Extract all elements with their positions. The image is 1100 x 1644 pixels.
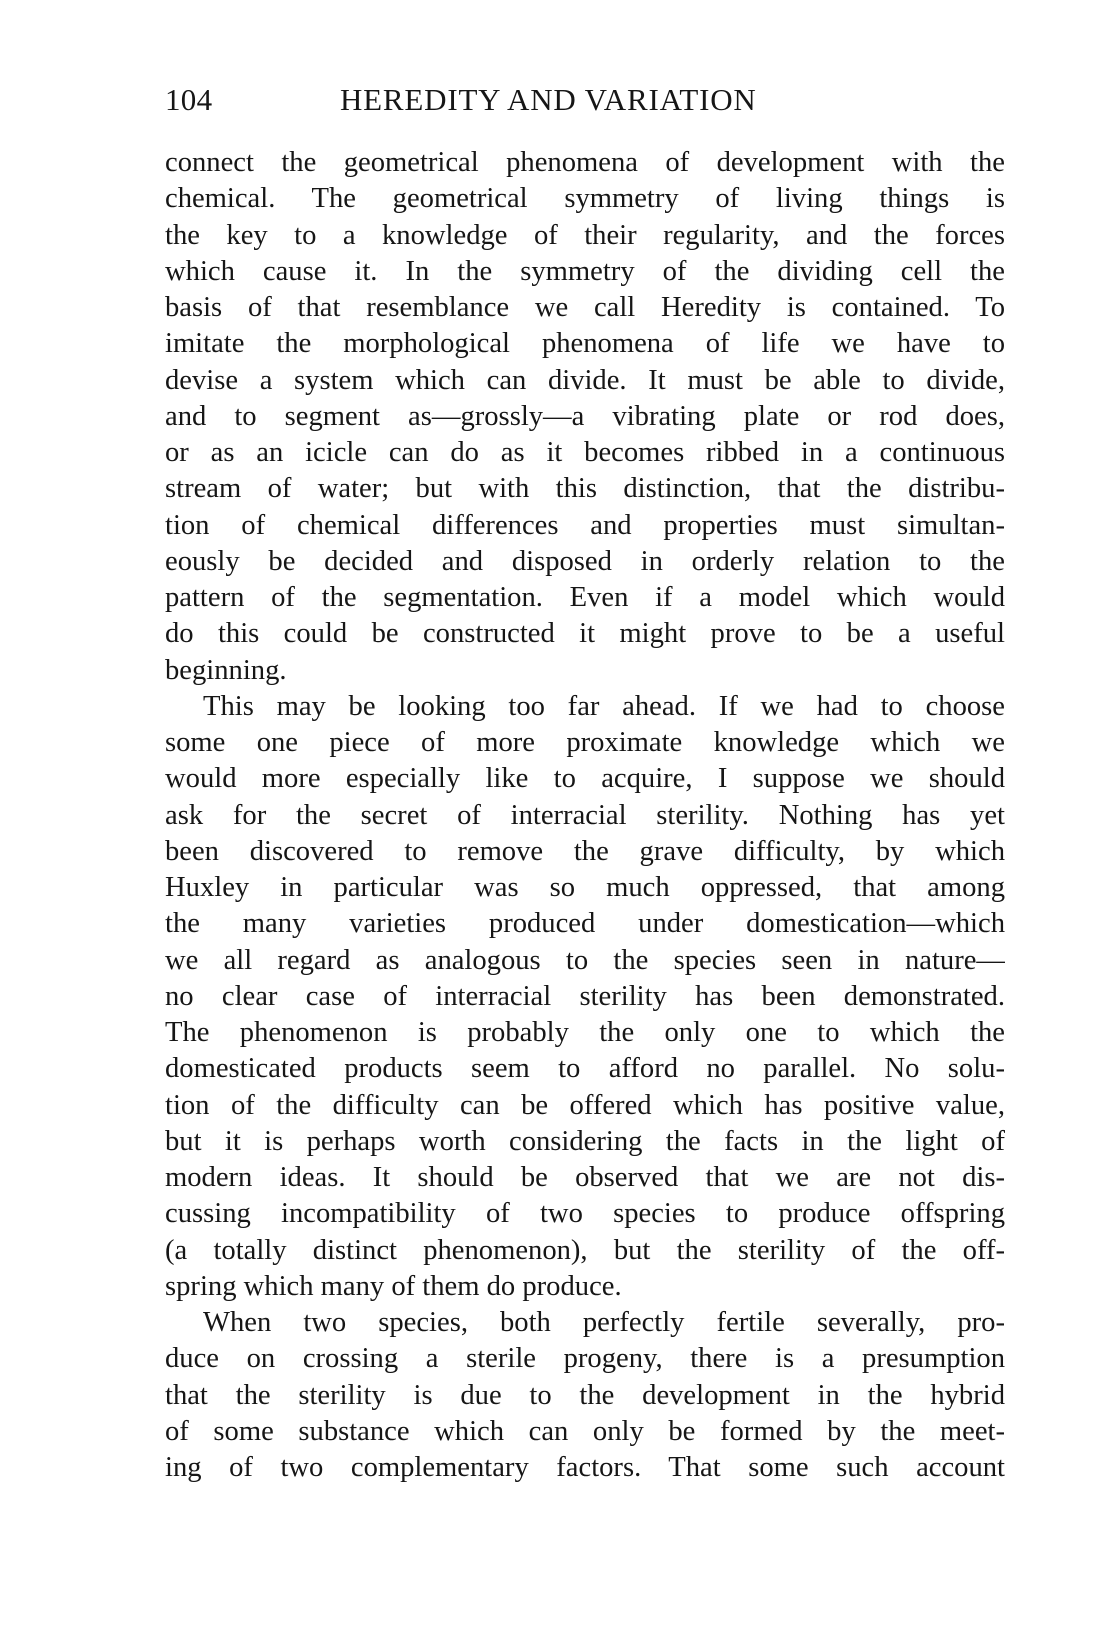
text-line: (a totally distinct phenomenon), but the sterility of the off- [165, 1234, 1005, 1266]
text-line: pattern of the segmentation. Even if a model which would [165, 582, 1005, 613]
paragraph-2 [165, 689, 1005, 1305]
text-line: that the sterility is due to the development in the hybrid [165, 1379, 1005, 1411]
body-text [165, 145, 1005, 1486]
text-line: no clear case of interracial sterility has been demonstrated. [165, 980, 1005, 1012]
text-line: ask for the secret of interracial sterility. Nothing has yet [165, 799, 1005, 831]
text-line: connect the geometrical phenomena of development with the [165, 147, 1005, 178]
text-line: of some substance which can only be formed by the meet- [165, 1415, 1005, 1447]
text-line: spring which many of them do produce. [165, 1270, 622, 1302]
text-line: chemical. The geometrical symmetry of living things is [165, 183, 1005, 215]
text-line: Huxley in particular was so much oppressed, that among [165, 872, 1005, 903]
text-line: we all regard as analogous to the species seen in nature— [165, 944, 1005, 976]
paragraph-3 [165, 1305, 1005, 1486]
text-line: cussing incompatibility of two species to produce offspring [165, 1198, 1005, 1230]
text-line: tion of the difficulty can be offered which has positive value, [165, 1089, 1005, 1121]
text-line: or as an icicle can do as it becomes ribbed in a continuous [165, 437, 1005, 468]
text-line: This may be looking too far ahead. If we had to choose [203, 690, 1005, 722]
text-line: imitate the morphological phenomena of life we have to [165, 328, 1005, 360]
text-line: some one piece of more proximate knowledge which we [165, 727, 1005, 758]
running-head [165, 78, 1010, 122]
page-number: 104 [165, 82, 213, 117]
text-line: duce on crossing a sterile progeny, there is a presumption [165, 1343, 1005, 1375]
running-title: HEREDITY AND VARIATION [340, 82, 757, 117]
text-line: which cause it. In the symmetry of the dividing cell the [165, 255, 1005, 287]
text-line: domesticated products seem to afford no parallel. No solu- [165, 1053, 1005, 1085]
text-line: beginning. [165, 654, 287, 686]
text-line: would more especially like to acquire, I suppose we should [165, 763, 1005, 795]
text-line: ing of two complementary factors. That some such account [165, 1452, 1005, 1483]
text-line: tion of chemical differences and properties must simultan- [165, 509, 1005, 541]
text-line: the key to a knowledge of their regularity, and the forces [165, 219, 1005, 251]
text-line: devise a system which can divide. It must be able to divide, [165, 364, 1005, 396]
text-line: but it is perhaps worth considering the facts in the light of [165, 1125, 1005, 1157]
text-line: and to segment as—grossly—a vibrating plate or rod does, [165, 400, 1005, 432]
text-line: the many varieties produced under domestication—which [165, 908, 1005, 940]
text-line: been discovered to remove the grave difficulty, by which [165, 835, 1005, 867]
text-line: basis of that resemblance we call Heredity is contained. To [165, 292, 1005, 323]
text-line: stream of water; but with this distinction, that the distribu- [165, 473, 1005, 505]
text-line: modern ideas. It should be observed that we are not dis- [165, 1162, 1005, 1193]
text-line: The phenomenon is probably the only one to which the [165, 1017, 1005, 1048]
paragraph-1 [165, 145, 1005, 689]
text-line: When two species, both perfectly fertile severally, pro- [203, 1307, 1005, 1338]
text-line: do this could be constructed it might prove to be a useful [165, 618, 1005, 650]
text-line: eously be decided and disposed in orderly relation to the [165, 545, 1005, 577]
